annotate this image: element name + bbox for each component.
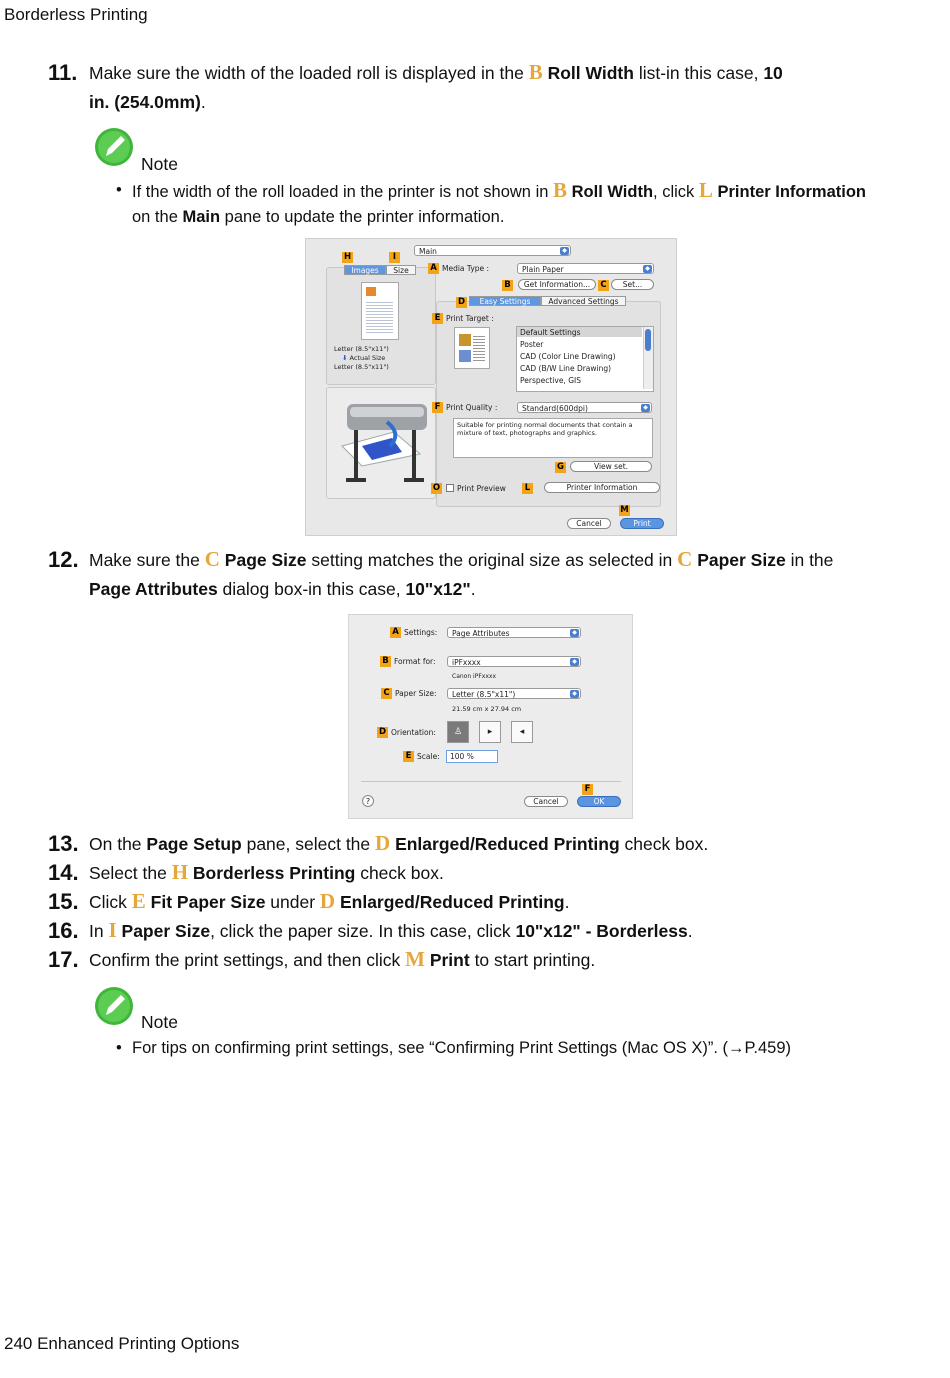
callout-o: O: [432, 483, 441, 493]
list-item[interactable]: Perspective, GIS: [520, 376, 581, 385]
step-15: [48, 887, 570, 918]
page-header: Borderless Printing: [4, 5, 148, 24]
scale-input[interactable]: 100 %: [446, 750, 498, 763]
cancel-button[interactable]: Cancel: [567, 518, 611, 529]
print-button[interactable]: Print: [620, 518, 664, 529]
chevron-updown-icon: ◆: [643, 265, 652, 273]
step-14: [48, 858, 444, 889]
step-17: [48, 945, 596, 976]
print-quality-select[interactable]: Standard(600dpi) ◆: [517, 402, 652, 413]
orientation-label: Orientation:: [391, 728, 436, 737]
chevron-updown-icon: ◆: [641, 404, 650, 412]
arrow-down-icon: ⬇: [342, 354, 348, 362]
step-number: 16.: [48, 918, 79, 943]
quality-description-box: [453, 418, 653, 458]
print-target-list[interactable]: [516, 326, 654, 392]
paper-size-subtitle: 21.59 cm x 27.94 cm: [452, 705, 522, 713]
callout-d: D: [457, 297, 466, 307]
help-button[interactable]: ?: [362, 795, 374, 807]
callout-d: D: [378, 727, 387, 737]
list-scrollbar[interactable]: [643, 327, 653, 389]
paper-size-label: Paper Size:: [395, 689, 437, 698]
media-type-select[interactable]: Plain Paper ◆: [517, 263, 654, 274]
callout-c: C: [381, 688, 392, 699]
tab-images[interactable]: Images: [344, 265, 386, 275]
format-for-subtitle: Canon iPFxxxx: [452, 673, 496, 680]
portrait-icon: ♙: [453, 727, 463, 737]
print-quality-label: Print Quality :: [446, 403, 498, 412]
step-text: On the Page Setup pane, select the D Enlarged/Reduced Printing check box.: [89, 831, 709, 855]
chevron-updown-icon: ◆: [570, 690, 579, 698]
step-text: Make sure the width of the loaded roll is displayed in the B Roll Width list-in this case, 10 in. (254.0mm).: [89, 60, 783, 112]
print-preview-checkbox[interactable]: [446, 484, 454, 492]
tab-advanced-settings[interactable]: Advanced Settings: [541, 296, 626, 306]
ok-button[interactable]: OK: [577, 796, 621, 807]
settings-label: Settings:: [404, 628, 438, 637]
callout-e: E: [403, 751, 414, 762]
callout-h: H: [343, 252, 352, 262]
printer-icon: [332, 394, 432, 494]
reverse-landscape-icon: ◂: [519, 727, 525, 737]
step-11: [48, 58, 783, 112]
letter-size-label: Letter (8.5"x11"): [334, 345, 389, 353]
callout-f: F: [432, 402, 443, 413]
step-number: 15.: [48, 889, 79, 914]
pane-select[interactable]: Main ◆: [414, 245, 571, 256]
preview-image-icon: [366, 287, 376, 296]
step-13: [48, 829, 709, 860]
step-number: 17.: [48, 947, 79, 972]
media-type-label: Media Type :: [442, 264, 490, 273]
scrollbar-thumb[interactable]: [645, 329, 651, 351]
output-size-label: Letter (8.5"x11"): [334, 363, 389, 371]
step-text: Click E Fit Paper Size under D Enlarged/Reduced Printing.: [89, 889, 570, 913]
callout-b: B: [502, 280, 513, 291]
note-pencil-icon: [94, 127, 134, 167]
landscape-orientation-button[interactable]: [479, 721, 501, 743]
thumbnail-graphic-icon: [459, 350, 471, 362]
callout-f: F: [582, 784, 593, 795]
page-attributes-screenshot: [348, 614, 633, 819]
list-item[interactable]: Poster: [520, 340, 544, 349]
set-button[interactable]: Set...: [611, 279, 654, 290]
step-number: 12.: [48, 547, 79, 572]
callout-c: C: [598, 280, 609, 291]
chevron-updown-icon: ◆: [570, 629, 579, 637]
format-for-label: Format for:: [394, 657, 436, 666]
thumbnail-image-icon: [459, 334, 471, 346]
list-item[interactable]: CAD (B/W Line Drawing): [520, 364, 612, 373]
reverse-landscape-orientation-button[interactable]: [511, 721, 533, 743]
divider: [361, 781, 621, 782]
print-target-thumbnail: [454, 327, 490, 369]
callout-b: B: [380, 656, 391, 667]
step-text: Make sure the C Page Size setting matches the original size as selected in C Paper Size in the Page Attributes dialog box-in this case, 10"x12".: [89, 547, 834, 599]
callout-m: M: [620, 505, 629, 515]
settings-select[interactable]: Page Attributes ◆: [447, 627, 581, 638]
page-preview: [361, 282, 399, 340]
landscape-icon: ▸: [487, 727, 493, 737]
step-number: 11.: [48, 60, 78, 85]
print-preview-label: Print Preview: [457, 484, 506, 493]
printer-information-button[interactable]: Printer Information: [544, 482, 660, 493]
quality-description: Suitable for printing normal documents that contain a mixture of text, photographs and graphics.: [457, 421, 633, 437]
preview-lines: [366, 300, 393, 334]
step-number: 13.: [48, 831, 79, 856]
actual-size-label: ⬇ Actual Size: [342, 354, 386, 362]
callout-a: A: [428, 263, 439, 274]
paper-size-select[interactable]: Letter (8.5"x11") ◆: [447, 688, 581, 699]
note-pencil-icon: [94, 986, 134, 1026]
callout-a: A: [390, 627, 401, 638]
cancel-button[interactable]: Cancel: [524, 796, 568, 807]
list-item[interactable]: CAD (Color Line Drawing): [520, 352, 616, 361]
callout-e: E: [432, 313, 443, 324]
note-link-text[interactable]: For tips on confirming print settings, see “Confirming Print Settings (Mac OS X)”. (→P.459): [132, 1039, 792, 1057]
scale-label: Scale:: [417, 752, 440, 761]
step-text: In I Paper Size, click the paper size. In this case, click 10"x12" - Borderless.: [89, 918, 693, 942]
note-label: Note: [141, 1012, 178, 1032]
tab-size[interactable]: Size: [386, 265, 416, 275]
page-footer: 240 Enhanced Printing Options: [4, 1334, 240, 1353]
print-target-label: Print Target :: [446, 314, 494, 323]
note-label: Note: [141, 154, 178, 174]
list-item[interactable]: Default Settings: [520, 328, 581, 337]
step-number: 14.: [48, 860, 79, 885]
step-16: [48, 916, 693, 947]
get-information-button[interactable]: Get Information...: [518, 279, 596, 290]
callout-l: L: [522, 483, 533, 494]
chevron-updown-icon: ◆: [570, 658, 579, 666]
callout-i: I: [389, 252, 400, 263]
callout-g: G: [555, 462, 566, 473]
thumbnail-lines: [473, 334, 485, 362]
format-for-select[interactable]: iPFxxxx ◆: [447, 656, 581, 667]
main-pane-screenshot: [305, 238, 677, 536]
step-12: [48, 545, 834, 599]
portrait-orientation-button[interactable]: [447, 721, 469, 743]
step-text: Confirm the print settings, and then click M Print to start printing.: [89, 947, 596, 971]
tab-easy-settings[interactable]: Easy Settings: [469, 296, 541, 306]
step-text: Select the H Borderless Printing check box.: [89, 860, 444, 884]
view-settings-button[interactable]: View set.: [570, 461, 652, 472]
chevron-updown-icon: ◆: [560, 247, 569, 255]
